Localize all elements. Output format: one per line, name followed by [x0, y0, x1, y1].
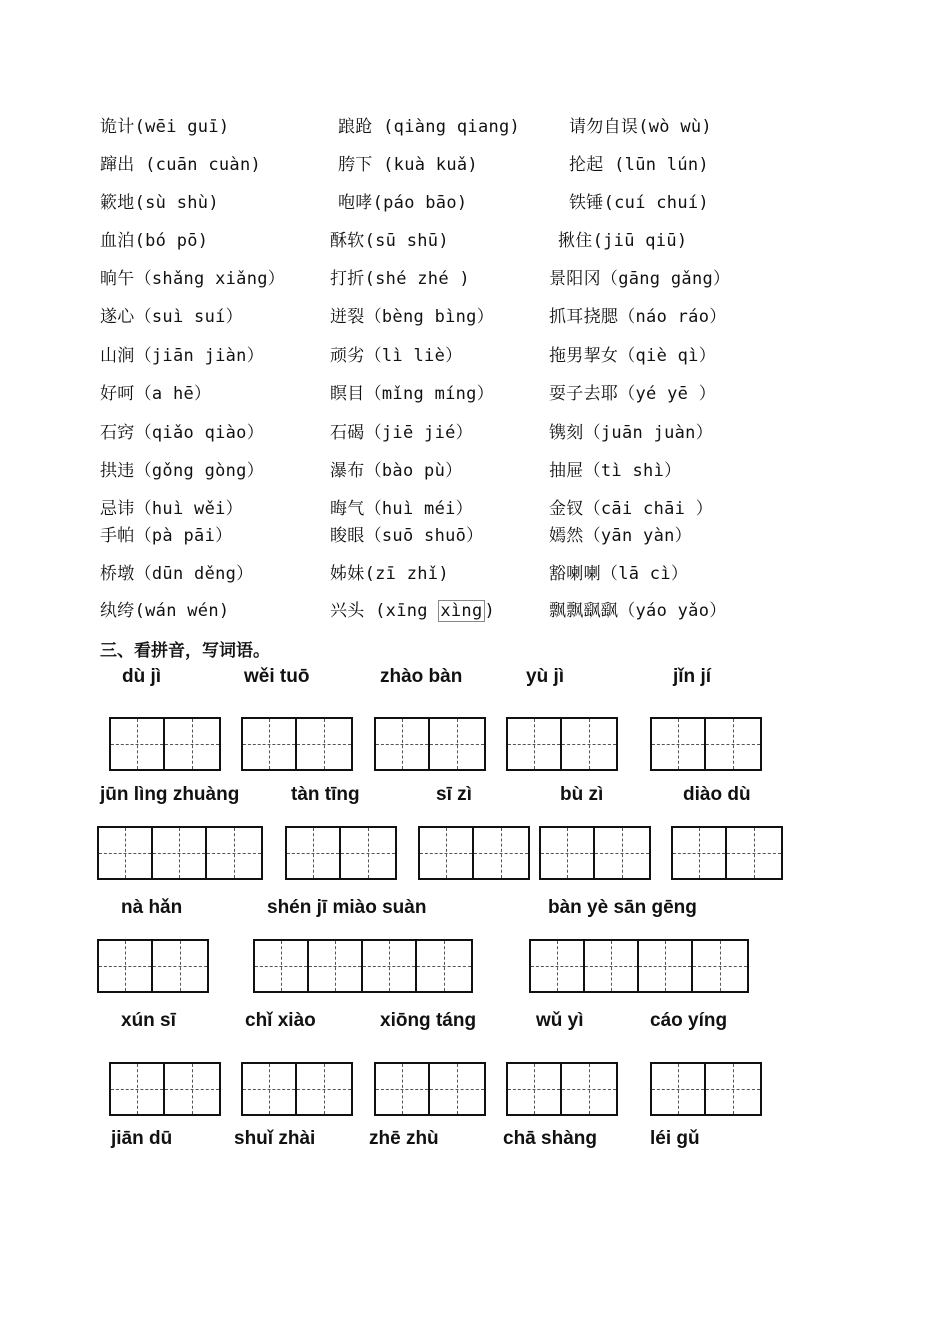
closing-paren: ) — [484, 601, 496, 621]
list-row — [0, 456, 950, 486]
writing-cell[interactable] — [541, 828, 595, 878]
word-entry: 山涧（jiān jiàn） — [100, 346, 265, 366]
pinyin-label: nà hǎn — [121, 897, 183, 918]
pinyin-label: bàn yè sān gēng — [548, 897, 697, 918]
word-entry: 石碣（jiē jié） — [330, 423, 473, 443]
writing-cell[interactable] — [287, 828, 341, 878]
writing-cell[interactable] — [165, 1064, 219, 1114]
pinyin-label: zhē zhù — [369, 1128, 439, 1149]
writing-cell[interactable] — [376, 719, 430, 769]
word-entry: 晌午（shǎng xiǎng） — [100, 269, 286, 289]
writing-cell[interactable] — [255, 941, 309, 991]
writing-cell[interactable] — [706, 1064, 760, 1114]
pinyin-label: xiōng táng — [380, 1010, 477, 1031]
writing-box[interactable] — [671, 826, 783, 880]
writing-cell[interactable] — [562, 719, 616, 769]
pinyin-label: chǐ xiào — [245, 1010, 316, 1031]
word-entry: 簌地(sù shù) — [100, 193, 219, 213]
writing-cell[interactable] — [652, 719, 706, 769]
boxed-pinyin: xìng — [440, 601, 483, 621]
writing-cell[interactable] — [341, 828, 395, 878]
pinyin-label: jǐn jí — [673, 666, 711, 687]
writing-cell[interactable] — [153, 828, 207, 878]
pinyin-label: bù zì — [560, 784, 604, 805]
list-row — [0, 188, 950, 218]
word-entry: 拱违（gǒng gòng） — [100, 461, 265, 481]
word-entry: 耍子去耶（yé yē ） — [549, 384, 717, 404]
writing-cell[interactable] — [430, 719, 484, 769]
pinyin-label: jiān dū — [111, 1128, 173, 1149]
pinyin-label: yù jì — [526, 666, 565, 687]
writing-cell[interactable] — [474, 828, 528, 878]
writing-cell[interactable] — [99, 828, 153, 878]
pinyin-label: shuǐ zhài — [234, 1128, 316, 1149]
writing-cell[interactable] — [363, 941, 417, 991]
word-entry: 抡起 (lūn lún) — [569, 155, 709, 175]
writing-cell[interactable] — [111, 1064, 165, 1114]
list-row — [0, 521, 950, 551]
word-entry: 迸裂（bèng bìng） — [330, 307, 495, 327]
word-entry: 血泊(bó pō) — [100, 231, 209, 251]
word-entry: 酥软(sū shū) — [330, 231, 449, 251]
list-row — [0, 379, 950, 409]
word-entry: 抽屉（tì shì） — [549, 461, 682, 481]
pinyin-label: léi gǔ — [650, 1128, 700, 1149]
word-entry: 揪住(jiū qiū) — [558, 231, 688, 251]
writing-cell[interactable] — [99, 941, 153, 991]
writing-cell[interactable] — [430, 1064, 484, 1114]
word-entry: 晦气（huì méi） — [330, 499, 473, 519]
writing-cell[interactable] — [165, 719, 219, 769]
pinyin-label: wěi tuō — [244, 666, 310, 687]
writing-cell[interactable] — [153, 941, 207, 991]
writing-cell[interactable] — [585, 941, 639, 991]
writing-cell[interactable] — [376, 1064, 430, 1114]
word-text: 兴头 (xīng — [330, 601, 439, 621]
writing-cell[interactable] — [639, 941, 693, 991]
writing-box[interactable] — [418, 826, 530, 880]
writing-box[interactable] — [539, 826, 651, 880]
writing-cell[interactable] — [706, 719, 760, 769]
word-entry: 豁喇喇（lā cì） — [549, 564, 689, 584]
writing-cell[interactable] — [652, 1064, 706, 1114]
writing-box[interactable] — [529, 939, 749, 993]
word-entry: 石窍（qiǎo qiào） — [100, 423, 265, 443]
writing-box[interactable] — [109, 717, 221, 771]
word-entry: 金钗（cāi chāi ） — [549, 499, 714, 519]
writing-cell[interactable] — [417, 941, 471, 991]
writing-box[interactable] — [650, 717, 762, 771]
word-entry: 手帕（pà pāi） — [100, 526, 233, 546]
pinyin-label: tàn tīng — [291, 784, 360, 805]
word-entry: 景阳冈（gāng gǎng） — [549, 269, 731, 289]
writing-cell[interactable] — [243, 719, 297, 769]
word-entry: 飘飘飖飖（yáo yǎo） — [549, 601, 727, 621]
word-entry: 嫣然（yān yàn） — [549, 526, 692, 546]
word-entry — [330, 596, 495, 621]
writing-cell[interactable] — [508, 719, 562, 769]
writing-box[interactable] — [506, 1062, 618, 1116]
word-entry: 蹿出 (cuān cuàn) — [100, 155, 262, 175]
word-entry: 睃眼（suō shuō） — [330, 526, 484, 546]
pinyin-label: dù jì — [122, 666, 162, 687]
pinyin-label: chā shàng — [503, 1128, 597, 1149]
pinyin-label: zhào bàn — [380, 666, 463, 687]
list-row — [0, 559, 950, 589]
list-row — [0, 302, 950, 332]
writing-cell[interactable] — [309, 941, 363, 991]
writing-cell[interactable] — [595, 828, 649, 878]
list-row — [0, 264, 950, 294]
pinyin-label: wǔ yì — [536, 1010, 584, 1031]
word-entry: 顽劣（lì liè） — [330, 346, 463, 366]
word-entry: 铁锤(cuí chuí) — [569, 193, 709, 213]
pinyin-label: xún sī — [121, 1010, 176, 1031]
writing-cell[interactable] — [508, 1064, 562, 1114]
word-entry: 咆哮(páo bāo) — [338, 193, 468, 213]
writing-cell[interactable] — [243, 1064, 297, 1114]
writing-box[interactable] — [506, 717, 618, 771]
pinyin-label: cáo yíng — [650, 1010, 728, 1031]
pinyin-label: shén jī miào suàn — [267, 897, 427, 918]
writing-cell[interactable] — [562, 1064, 616, 1114]
writing-cell[interactable] — [693, 941, 747, 991]
list-row — [0, 494, 950, 524]
word-entry: 请勿自误(wò wù) — [569, 117, 712, 137]
word-entry: 瀑布（bào pù） — [330, 461, 463, 481]
writing-cell[interactable] — [673, 828, 727, 878]
writing-cell[interactable] — [420, 828, 474, 878]
word-entry: 拖男挈女（qiè qì） — [549, 346, 717, 366]
writing-box[interactable] — [97, 826, 263, 880]
word-entry: 桥墩（dūn děng） — [100, 564, 254, 584]
writing-cell[interactable] — [727, 828, 781, 878]
writing-cell[interactable] — [297, 719, 351, 769]
word-entry: 忌讳（huì wěi） — [100, 499, 243, 519]
word-entry: 胯下 (kuà kuǎ) — [338, 155, 478, 175]
list-row — [0, 112, 950, 142]
writing-cell[interactable] — [531, 941, 585, 991]
writing-box[interactable] — [374, 717, 486, 771]
word-entry: 镌刻（juān juàn） — [549, 423, 714, 443]
pinyin-label: diào dù — [683, 784, 751, 805]
writing-cell[interactable] — [297, 1064, 351, 1114]
list-row — [0, 596, 950, 626]
writing-box[interactable] — [97, 939, 209, 993]
writing-box[interactable] — [650, 1062, 762, 1116]
list-row — [0, 150, 950, 180]
section-title: 三、看拼音，写词语。 — [100, 641, 270, 661]
writing-box[interactable] — [374, 1062, 486, 1116]
word-entry: 纨绔(wán wén) — [100, 601, 230, 621]
writing-box[interactable] — [241, 717, 353, 771]
word-entry: 姊妹(zī zhǐ) — [330, 564, 449, 584]
writing-box[interactable] — [253, 939, 473, 993]
writing-box[interactable] — [109, 1062, 221, 1116]
writing-cell[interactable] — [207, 828, 261, 878]
pinyin-label: jūn lìng zhuàng — [100, 784, 240, 805]
word-entry: 瞑目（mǐng míng） — [330, 384, 495, 404]
list-row — [0, 341, 950, 371]
word-entry: 好呵（a hē） — [100, 384, 212, 404]
word-entry: 遂心（suì suí） — [100, 307, 243, 327]
writing-box[interactable] — [241, 1062, 353, 1116]
word-entry: 打折(shé zhé ) — [330, 269, 470, 289]
list-row — [0, 418, 950, 448]
word-entry: 抓耳挠腮（náo ráo） — [549, 307, 727, 327]
list-row — [0, 226, 950, 256]
pinyin-label: sī zì — [436, 784, 472, 805]
word-entry: 踉跄 (qiàng qiang) — [338, 117, 521, 137]
word-entry: 诡计(wēi guī) — [100, 117, 230, 137]
writing-cell[interactable] — [111, 719, 165, 769]
writing-box[interactable] — [285, 826, 397, 880]
